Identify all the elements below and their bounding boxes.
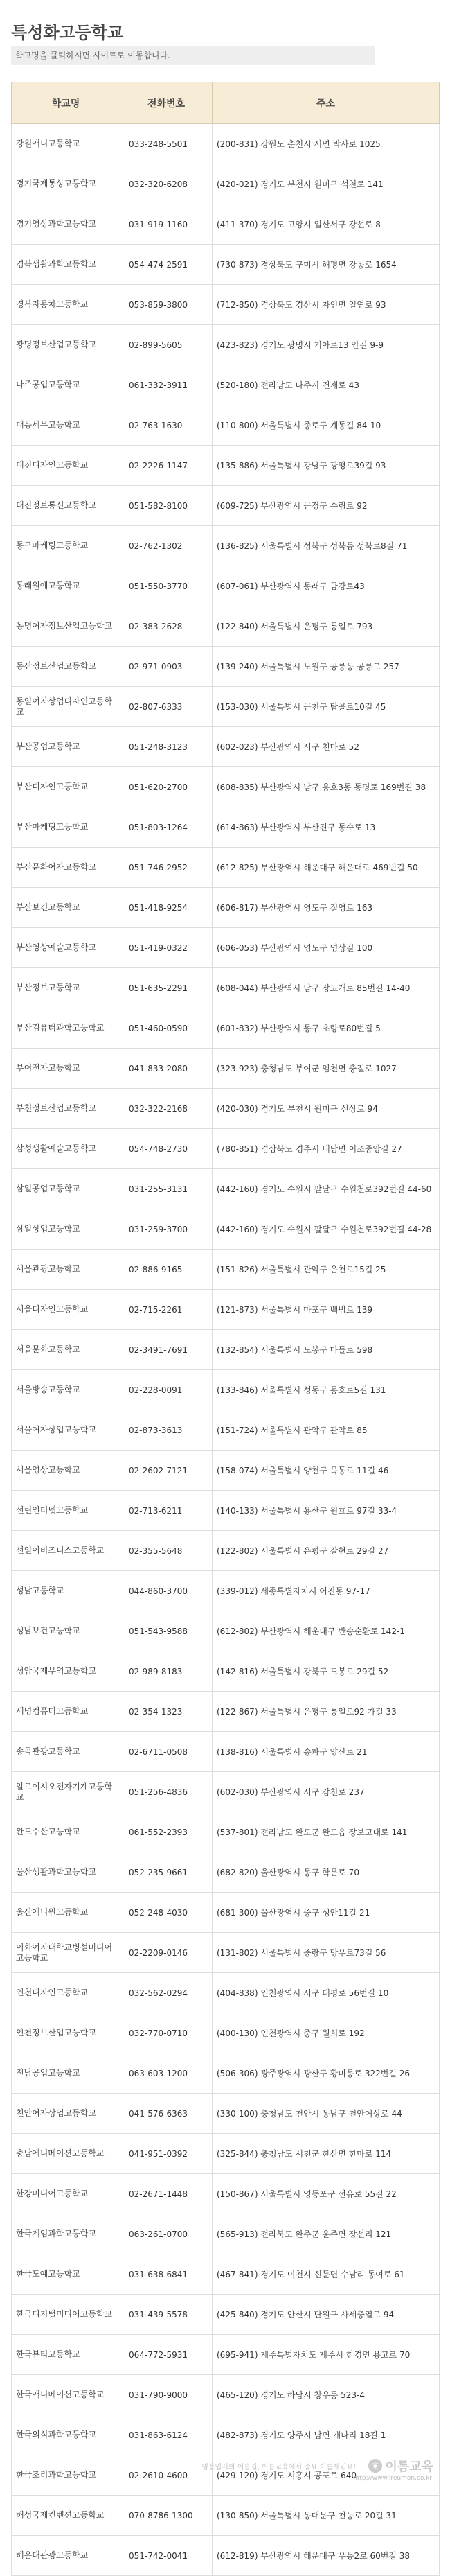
table-row (12, 2094, 440, 2134)
school-phone: 061-552-2393 (120, 1812, 213, 1852)
table-row (12, 1410, 440, 1451)
school-address: (339-012) 세종특별자치시 어진동 97-17 (213, 1571, 440, 1611)
school-name-link[interactable]: 동산정보산업고등학교 (12, 647, 120, 687)
school-phone: 041-576-6363 (120, 2094, 213, 2134)
school-phone: 032-770-0710 (120, 2013, 213, 2053)
table-row (12, 1451, 440, 1491)
school-address: (612-819) 부산광역시 해운대구 우동2로 60번길 38 (213, 2536, 440, 2576)
school-address: (153-030) 서울특별시 금천구 탑골로10길 45 (213, 687, 440, 727)
school-address: (330-100) 충청남도 천안시 동남구 천안여상로 44 (213, 2094, 440, 2134)
table-row (12, 1893, 440, 1933)
school-phone: 070-8786-1300 (120, 2496, 213, 2536)
school-phone: 02-228-0091 (120, 1370, 213, 1410)
school-address: (606-817) 부산광역시 영도구 절영로 163 (213, 888, 440, 928)
footer-note: 명품입시의 이름길, 이름교육에서 중요 이름새워요! (201, 2464, 356, 2471)
table-row (12, 325, 440, 365)
table-row (12, 566, 440, 606)
school-name-link[interactable]: 대동세무고등학교 (12, 405, 120, 446)
table-row (12, 2496, 440, 2536)
logo-text: 이름교육 (385, 2460, 433, 2474)
school-name-link[interactable]: 경기영상과학고등학교 (12, 204, 120, 245)
table-row (12, 2134, 440, 2174)
school-name-link[interactable]: 부여전자고등학교 (12, 1049, 120, 1089)
school-address: (139-240) 서울특별시 노원구 공릉동 공릉로 257 (213, 647, 440, 687)
school-name-link[interactable]: 경북자동차고등학교 (12, 285, 120, 325)
school-address: (150-867) 서울특별시 영등포구 선유로 55길 22 (213, 2174, 440, 2214)
school-phone: 052-235-9661 (120, 1852, 213, 1893)
school-address: (140-133) 서울특별시 용산구 원효로 97길 33-4 (213, 1491, 440, 1531)
school-address: (132-854) 서울특별시 도봉구 마들로 598 (213, 1330, 440, 1370)
school-phone: 02-383-2628 (120, 606, 213, 647)
school-address: (520-180) 전라남도 나주시 건재로 43 (213, 365, 440, 405)
school-phone: 02-2671-1448 (120, 2174, 213, 2214)
school-name-link[interactable]: 송곡관광고등학교 (12, 1732, 120, 1772)
school-phone: 054-474-2591 (120, 245, 213, 285)
school-name-link[interactable]: 동구마케팅고등학교 (12, 526, 120, 566)
table-row (12, 486, 440, 526)
school-name-link[interactable]: 대진정보통신고등학교 (12, 486, 120, 526)
table-row (12, 727, 440, 767)
school-phone: 033-248-5501 (120, 124, 213, 164)
page-subtitle: 학교명을 클릭하시면 사이트로 이동합니다. (11, 46, 375, 65)
school-address: (425-840) 경기도 안산시 단원구 사세충열로 94 (213, 2295, 440, 2335)
school-name-link[interactable]: 서울방송고등학교 (12, 1370, 120, 1410)
table-row (12, 1611, 440, 1651)
table-row (12, 687, 440, 727)
school-name-link[interactable]: 서울디자인고등학교 (12, 1290, 120, 1330)
table-row (12, 928, 440, 968)
school-name-link[interactable]: 성암국제무역고등학교 (12, 1651, 120, 1692)
school-name-link[interactable]: 동일여자상업디자인고등학교 (12, 687, 120, 727)
table-row (12, 1651, 440, 1692)
school-name-link[interactable]: 해성국제컨벤션고등학교 (12, 2496, 120, 2536)
school-phone: 051-620-2700 (120, 767, 213, 807)
table-row (12, 807, 440, 848)
school-phone: 02-989-8183 (120, 1651, 213, 1692)
school-phone: 02-2226-1147 (120, 446, 213, 486)
school-name-link[interactable]: 이화여자대학교병설미디어고등학교 (12, 1933, 120, 1973)
header-address: 주소 (213, 82, 440, 124)
school-name-link[interactable]: 부산정보고등학교 (12, 968, 120, 1008)
school-phone: 031-919-1160 (120, 204, 213, 245)
school-address: (442-160) 경기도 수원시 팔달구 수원천로392번길 44-28 (213, 1209, 440, 1250)
school-name-link[interactable]: 부산문화여자고등학교 (12, 848, 120, 888)
school-phone: 063-261-0700 (120, 2214, 213, 2254)
school-address: (122-802) 서울특별시 은평구 갈현로 29길 27 (213, 1531, 440, 1571)
school-name-link[interactable]: 삼성생활예술고등학교 (12, 1129, 120, 1169)
leaf-icon: ❦ (368, 2459, 382, 2473)
school-address: (131-802) 서울특별시 중랑구 망우로73길 56 (213, 1933, 440, 1973)
table-row (12, 245, 440, 285)
school-phone: 064-772-5931 (120, 2335, 213, 2375)
table-row (12, 1290, 440, 1330)
school-phone: 051-803-1264 (120, 807, 213, 848)
school-address: (130-850) 서울특별시 동대문구 천농로 20길 31 (213, 2496, 440, 2536)
school-phone: 02-715-2261 (120, 1290, 213, 1330)
table-row (12, 164, 440, 204)
school-name-link[interactable]: 울산애니원고등학교 (12, 1893, 120, 1933)
school-address: (609-725) 부산광역시 금정구 수림로 92 (213, 486, 440, 526)
school-name-link[interactable]: 동명여자정보산업고등학교 (12, 606, 120, 647)
table-row (12, 2174, 440, 2214)
school-address: (420-030) 경기도 부천시 원미구 신상로 94 (213, 1089, 440, 1129)
school-phone: 051-746-2952 (120, 848, 213, 888)
table-row (12, 1531, 440, 1571)
school-address: (614-863) 부산광역시 부산진구 동수로 13 (213, 807, 440, 848)
school-name-link[interactable]: 동래원예고등학교 (12, 566, 120, 606)
table-row (12, 2013, 440, 2053)
table-row (12, 1209, 440, 1250)
school-name-link[interactable]: 세명컴퓨터고등학교 (12, 1692, 120, 1732)
table-row (12, 1812, 440, 1852)
table-row (12, 1491, 440, 1531)
school-phone: 031-255-3131 (120, 1169, 213, 1209)
school-address: (325-844) 충청남도 서천군 한산면 한마로 114 (213, 2134, 440, 2174)
school-name-link[interactable]: 인천정보산업고등학교 (12, 2013, 120, 2053)
school-phone: 051-460-0590 (120, 1008, 213, 1049)
school-address: (429-120) 경기도 시흥시 공포로 640 (213, 2455, 440, 2496)
school-phone: 052-248-4030 (120, 1893, 213, 1933)
school-phone: 031-638-6841 (120, 2254, 213, 2295)
school-phone: 02-2209-0146 (120, 1933, 213, 1973)
school-phone: 031-259-3700 (120, 1209, 213, 1250)
school-address: (323-923) 충청남도 부여군 임천면 충절로 1027 (213, 1049, 440, 1089)
table-row (12, 124, 440, 164)
school-address: (612-802) 부산광역시 해운대구 반송순환로 142-1 (213, 1611, 440, 1651)
page-title: 특성화고등학교 (11, 23, 124, 42)
school-phone: 02-713-6211 (120, 1491, 213, 1531)
school-phone: 051-418-9254 (120, 888, 213, 928)
school-address: (420-021) 경기도 부천시 원미구 석천로 141 (213, 164, 440, 204)
table-row (12, 2375, 440, 2415)
school-name-link[interactable]: 울산생활과학고등학교 (12, 1852, 120, 1893)
school-address: (400-130) 인천광역시 중구 월희로 192 (213, 2013, 440, 2053)
school-name-link[interactable]: 성남고등학교 (12, 1571, 120, 1611)
table-row (12, 405, 440, 446)
table-row (12, 2335, 440, 2375)
school-address: (442-160) 경기도 수원시 팔달구 수원천로392번길 44-60 (213, 1169, 440, 1209)
school-address: (200-831) 강원도 춘천시 서면 박사로 1025 (213, 124, 440, 164)
school-address: (506-306) 광주광역시 광산구 황미동로 322번길 26 (213, 2053, 440, 2094)
school-phone: 063-603-1200 (120, 2053, 213, 2094)
school-phone: 041-833-2080 (120, 1049, 213, 1089)
school-address: (136-825) 서울특별시 성북구 성북동 성북로8길 71 (213, 526, 440, 566)
school-address: (606-053) 부산광역시 영도구 영상길 100 (213, 928, 440, 968)
school-phone: 02-2610-4600 (120, 2455, 213, 2496)
school-address: (695-941) 제주특별자치도 제주시 한경면 용고로 70 (213, 2335, 440, 2375)
school-name-link[interactable]: 해운대관광고등학교 (12, 2536, 120, 2576)
school-address: (612-825) 부산광역시 해운대구 해운대로 469번길 50 (213, 848, 440, 888)
table-row (12, 2295, 440, 2335)
school-phone: 053-859-3800 (120, 285, 213, 325)
school-name-link[interactable]: 한국도예고등학교 (12, 2254, 120, 2295)
table-row (12, 1852, 440, 1893)
school-phone: 031-863-6124 (120, 2415, 213, 2455)
school-phone: 061-332-3911 (120, 365, 213, 405)
school-address: (602-030) 부산광역시 서구 감천로 237 (213, 1772, 440, 1812)
school-address: (780-851) 경상북도 경주시 내남면 이조중앙길 27 (213, 1129, 440, 1169)
school-address: (537-801) 전라남도 완도군 완도읍 장보고대로 141 (213, 1812, 440, 1852)
school-address: (608-835) 부산광역시 남구 용호3동 동명로 169번길 38 (213, 767, 440, 807)
table-row (12, 285, 440, 325)
school-address: (135-886) 서울특별시 강남구 광평로39길 93 (213, 446, 440, 486)
school-address: (121-873) 서울특별시 마포구 백범로 139 (213, 1290, 440, 1330)
school-phone: 051-248-3123 (120, 727, 213, 767)
school-name-link[interactable]: 서울문화고등학교 (12, 1330, 120, 1370)
school-address: (565-913) 전라북도 완주군 운주면 장선리 121 (213, 2214, 440, 2254)
table-row (12, 1169, 440, 1209)
school-address: (138-816) 서울특별시 송파구 양산로 21 (213, 1732, 440, 1772)
school-name-link[interactable]: 한국외식과학고등학교 (12, 2415, 120, 2455)
school-phone: 02-873-3613 (120, 1410, 213, 1451)
school-name-link[interactable]: 서울관광고등학교 (12, 1250, 120, 1290)
table-row (12, 767, 440, 807)
school-name-link[interactable]: 한국디지털미디어고등학교 (12, 2295, 120, 2335)
school-phone: 051-256-4836 (120, 1772, 213, 1812)
school-address: (122-840) 서울특별시 은평구 통일로 793 (213, 606, 440, 647)
school-name-link[interactable]: 경기국제통상고등학교 (12, 164, 120, 204)
school-name-link[interactable]: 부산마케팅고등학교 (12, 807, 120, 848)
school-table-body (12, 124, 440, 2576)
school-name-link[interactable]: 충남에니메이션고등학교 (12, 2134, 120, 2174)
school-phone: 031-439-5578 (120, 2295, 213, 2335)
header-row (12, 82, 440, 124)
school-phone: 02-6711-0508 (120, 1732, 213, 1772)
table-row (12, 1973, 440, 2013)
school-address: (465-120) 경기도 하남시 창우동 523-4 (213, 2375, 440, 2415)
table-row (12, 365, 440, 405)
school-phone: 032-320-6208 (120, 164, 213, 204)
school-phone: 054-748-2730 (120, 1129, 213, 1169)
table-row (12, 2053, 440, 2094)
school-name-link[interactable]: 나주공업고등학교 (12, 365, 120, 405)
school-phone: 051-419-0322 (120, 928, 213, 968)
school-name-link[interactable]: 한국조리과학고등학교 (12, 2455, 120, 2496)
table-row (12, 647, 440, 687)
school-address: (681-300) 울산광역시 중구 성안11길 21 (213, 1893, 440, 1933)
table-row (12, 968, 440, 1008)
school-name-link[interactable]: 서울여자상업고등학교 (12, 1410, 120, 1451)
school-address: (122-867) 서울특별시 은평구 통일로92 가길 33 (213, 1692, 440, 1732)
school-phone: 02-807-6333 (120, 687, 213, 727)
school-name-link[interactable]: 천안여자상업고등학교 (12, 2094, 120, 2134)
table-row (12, 204, 440, 245)
school-phone: 02-899-5605 (120, 325, 213, 365)
school-table-container (11, 82, 439, 2576)
school-name-link[interactable]: 부산영상예술고등학교 (12, 928, 120, 968)
school-address: (142-816) 서울특별시 강북구 도봉로 29길 52 (213, 1651, 440, 1692)
school-name-link[interactable]: 한국뷰티고등학교 (12, 2335, 120, 2375)
brand-logo (368, 2457, 433, 2475)
school-phone: 041-951-0392 (120, 2134, 213, 2174)
table-row (12, 1089, 440, 1129)
school-name-link[interactable]: 삼일상업고등학교 (12, 1209, 120, 1250)
footer-url: http://www.ireumon.co.kr (353, 2475, 432, 2482)
table-row (12, 1049, 440, 1089)
school-name-link[interactable]: 완도수산고등학교 (12, 1812, 120, 1852)
school-address: (404-838) 인천광역시 서구 대평로 56번길 10 (213, 1973, 440, 2013)
table-row (12, 1772, 440, 1812)
table-row (12, 1129, 440, 1169)
school-phone: 02-886-9165 (120, 1250, 213, 1290)
school-phone: 031-790-9000 (120, 2375, 213, 2415)
table-row (12, 2415, 440, 2455)
school-name-link[interactable]: 부천정보산업고등학교 (12, 1089, 120, 1129)
school-name-link[interactable]: 부산컴퓨터과학고등학교 (12, 1008, 120, 1049)
school-name-link[interactable]: 광명정보산업고등학교 (12, 325, 120, 365)
table-row (12, 1732, 440, 1772)
school-name-link[interactable]: 대진디자인고등학교 (12, 446, 120, 486)
school-name-link[interactable]: 알로이시오전자기계고등학교 (12, 1772, 120, 1812)
school-phone: 02-763-1630 (120, 405, 213, 446)
school-address: (110-800) 서울특별시 종로구 계동길 84-10 (213, 405, 440, 446)
school-table-header (12, 82, 440, 124)
school-phone: 02-971-0903 (120, 647, 213, 687)
school-address: (158-074) 서울특별시 양천구 목동로 11길 46 (213, 1451, 440, 1491)
table-row (12, 1330, 440, 1370)
table-row (12, 1370, 440, 1410)
school-phone: 02-762-1302 (120, 526, 213, 566)
school-phone: 02-2602-7121 (120, 1451, 213, 1491)
school-name-link[interactable]: 선일이비즈니스고등학교 (12, 1531, 120, 1571)
school-name-link[interactable]: 서울영상고등학교 (12, 1451, 120, 1491)
page-footer (11, 2457, 439, 2485)
header-phone: 전화번호 (120, 82, 213, 124)
table-row (12, 1692, 440, 1732)
school-phone: 051-543-9588 (120, 1611, 213, 1651)
table-row (12, 888, 440, 928)
table-row (12, 1571, 440, 1611)
school-name-link[interactable]: 부산보건고등학교 (12, 888, 120, 928)
school-address: (133-846) 서울특별시 성동구 동호로5길 131 (213, 1370, 440, 1410)
school-address: (601-832) 부산광역시 동구 초량로80번길 5 (213, 1008, 440, 1049)
school-name-link[interactable]: 성남보건고등학교 (12, 1611, 120, 1651)
table-row (12, 1250, 440, 1290)
school-table (11, 82, 440, 2576)
school-name-link[interactable]: 선린인터넷고등학교 (12, 1491, 120, 1531)
school-address: (682-820) 울산광역시 동구 학문로 70 (213, 1852, 440, 1893)
school-address: (411-370) 경기도 고양시 일산서구 강선로 8 (213, 204, 440, 245)
school-phone: 02-355-5648 (120, 1531, 213, 1571)
school-address: (602-023) 부산광역시 서구 천마로 52 (213, 727, 440, 767)
school-phone: 051-582-8100 (120, 486, 213, 526)
school-name-link[interactable]: 전남공업고등학교 (12, 2053, 120, 2094)
school-phone: 051-635-2291 (120, 968, 213, 1008)
school-address: (608-044) 부산광역시 남구 장고개로 85번길 14-40 (213, 968, 440, 1008)
table-row (12, 2254, 440, 2295)
school-name-link[interactable]: 부산공업고등학교 (12, 727, 120, 767)
school-phone: 044-860-3700 (120, 1571, 213, 1611)
school-phone: 032-322-2168 (120, 1089, 213, 1129)
table-row (12, 2536, 440, 2576)
table-row (12, 606, 440, 647)
school-address: (151-724) 서울특별시 관악구 관악로 85 (213, 1410, 440, 1451)
table-row (12, 446, 440, 486)
school-name-link[interactable]: 삼일공업고등학교 (12, 1169, 120, 1209)
page-header (11, 21, 439, 65)
school-phone: 051-742-0041 (120, 2536, 213, 2576)
school-name-link[interactable]: 한국게임과학고등학교 (12, 2214, 120, 2254)
school-name-link[interactable]: 한국애니메이션고등학교 (12, 2375, 120, 2415)
header-school-name: 학교명 (12, 82, 120, 124)
school-phone: 051-550-3770 (120, 566, 213, 606)
table-row (12, 848, 440, 888)
school-address: (712-850) 경상북도 경산시 자인면 일연로 93 (213, 285, 440, 325)
school-name-link[interactable]: 부산디자인고등학교 (12, 767, 120, 807)
school-name-link[interactable]: 경북생활과학고등학교 (12, 245, 120, 285)
school-address: (151-826) 서울특별시 관악구 은천로15길 25 (213, 1250, 440, 1290)
school-name-link[interactable]: 인천디자인고등학교 (12, 1973, 120, 2013)
school-phone: 02-354-1323 (120, 1692, 213, 1732)
school-name-link[interactable]: 한강미디어고등학교 (12, 2174, 120, 2214)
school-phone: 02-3491-7691 (120, 1330, 213, 1370)
table-row (12, 1008, 440, 1049)
school-name-link[interactable]: 강원애니고등학교 (12, 124, 120, 164)
school-address: (482-873) 경기도 양주시 남면 개나리 18길 1 (213, 2415, 440, 2455)
table-row (12, 2214, 440, 2254)
school-address: (730-873) 경상북도 구미시 해평면 강동로 1654 (213, 245, 440, 285)
school-phone: 032-562-0294 (120, 1973, 213, 2013)
table-row (12, 1933, 440, 1973)
table-row (12, 526, 440, 566)
school-address: (607-061) 부산광역시 동래구 금강로43 (213, 566, 440, 606)
school-address: (467-841) 경기도 이천시 신둔면 수남리 동여로 61 (213, 2254, 440, 2295)
school-address: (423-823) 경기도 광명시 기아로13 안길 9-9 (213, 325, 440, 365)
